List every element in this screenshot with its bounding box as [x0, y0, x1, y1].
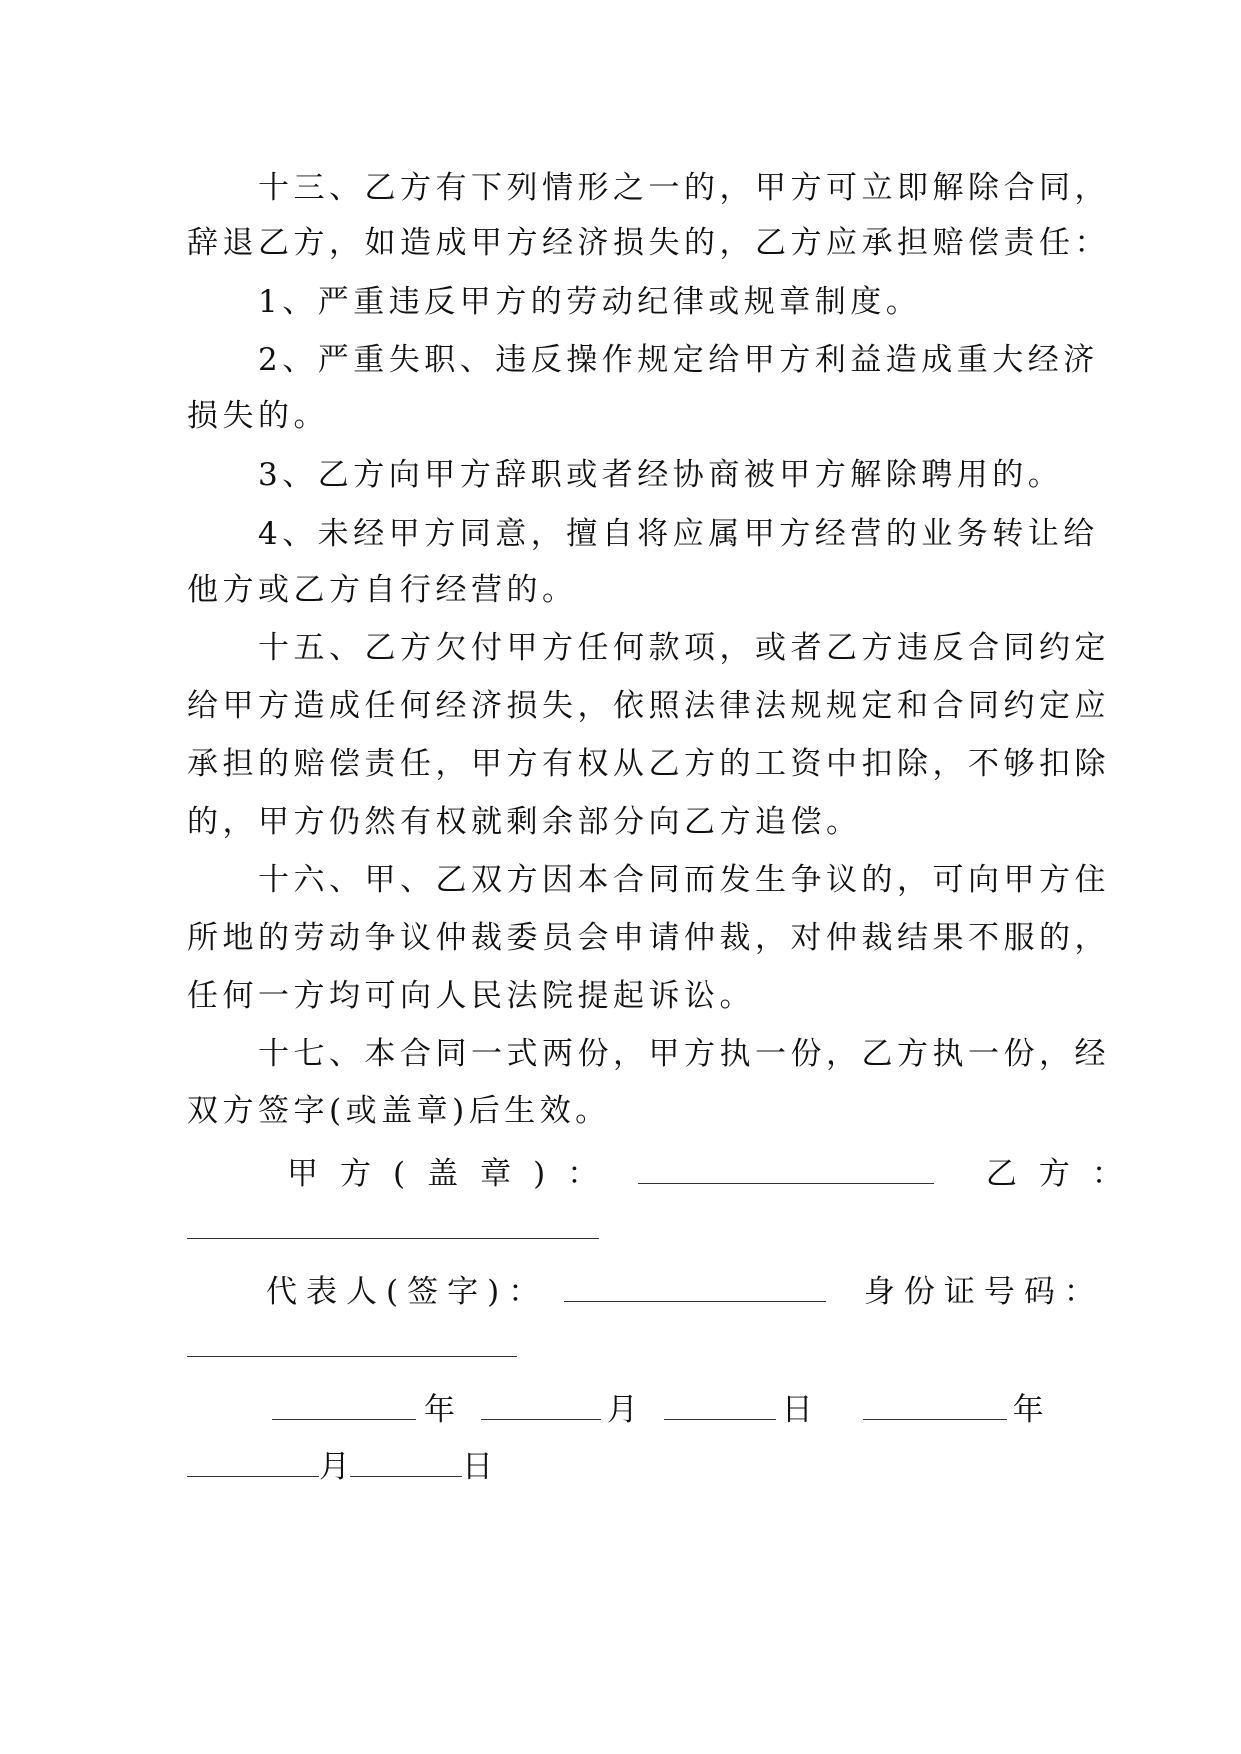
party-a-seal-label: 甲方(盖章)： [287, 1156, 621, 1192]
party-b-year-label: 年 [1012, 1392, 1044, 1428]
date-row-2 [0, 1442, 1241, 1487]
clause-17-line-1: 十七、本合同一式两份，甲方执一份，乙方执一份，经 [258, 1036, 1110, 1072]
party-b-day-blank[interactable] [350, 1442, 462, 1477]
id-number-label: 身份证号码： [863, 1274, 1104, 1310]
party-b-label: 乙方： [985, 1156, 1145, 1192]
party-a-day-blank[interactable] [664, 1385, 776, 1420]
item-1-line: 1、严重违反甲方的劳动纪律或规章制度。 [258, 284, 922, 320]
party-b-day-label: 日 [462, 1449, 493, 1485]
clause-17-line-2: 双方签字(或盖章)后生效。 [187, 1093, 611, 1129]
item-2-line-1: 2、严重失职、违反操作规定给甲方利益造成重大经济 [258, 342, 1099, 378]
clause-16-line-3: 任何一方均可向人民法院提起诉讼。 [187, 978, 755, 1014]
date-row-1 [0, 1385, 1241, 1430]
party-a-seal-row [0, 1149, 1241, 1194]
representative-row [0, 1267, 1241, 1312]
clause-15-line-3: 承担的赔偿责任，甲方有权从乙方的工资中扣除，不够扣除 [187, 746, 1110, 782]
party-a-year-label: 年 [424, 1392, 455, 1428]
party-b-month-label: 月 [319, 1449, 350, 1485]
item-4-line-2: 他方或乙方自行经营的。 [187, 572, 578, 608]
clause-15-line-2: 给甲方造成任何经济损失，依照法律法规规定和合同约定应 [187, 688, 1110, 724]
clause-13-line-2: 辞退乙方，如造成甲方经济损失的，乙方应承担赔偿责任： [187, 225, 1110, 261]
party-b-year-blank[interactable] [863, 1385, 1007, 1420]
party-a-month-blank[interactable] [481, 1385, 601, 1420]
party-b-sign-blank[interactable] [187, 1238, 599, 1239]
clause-16-line-2: 所地的劳动争议仲裁委员会申请仲裁，对仲裁结果不服的， [187, 920, 1110, 956]
id-number-blank[interactable] [187, 1356, 517, 1357]
party-b-month-blank[interactable] [187, 1442, 319, 1477]
clause-15-line-1: 十五、乙方欠付甲方任何款项，或者乙方违反合同约定 [258, 630, 1110, 666]
item-4-line-1: 4、未经甲方同意，擅自将应属甲方经营的业务转让给 [258, 516, 1099, 552]
party-a-year-blank[interactable] [272, 1385, 416, 1420]
representative-sign-blank[interactable] [564, 1267, 826, 1302]
clause-15-line-4: 的，甲方仍然有权就剩余部分向乙方追偿。 [187, 804, 862, 840]
party-a-day-label: 日 [781, 1392, 813, 1428]
item-3-line: 3、乙方向甲方辞职或者经协商被甲方解除聘用的。 [258, 457, 1064, 493]
party-a-month-label: 月 [606, 1392, 638, 1428]
clause-16-line-1: 十六、甲、乙双方因本合同而发生争议的，可向甲方住 [258, 862, 1110, 898]
representative-label: 代表人(签字)： [266, 1274, 549, 1310]
item-2-line-2: 损失的。 [187, 398, 329, 434]
clause-13-line-1: 十三、乙方有下列情形之一的，甲方可立即解除合同， [258, 170, 1110, 206]
party-a-seal-blank[interactable] [638, 1149, 934, 1184]
